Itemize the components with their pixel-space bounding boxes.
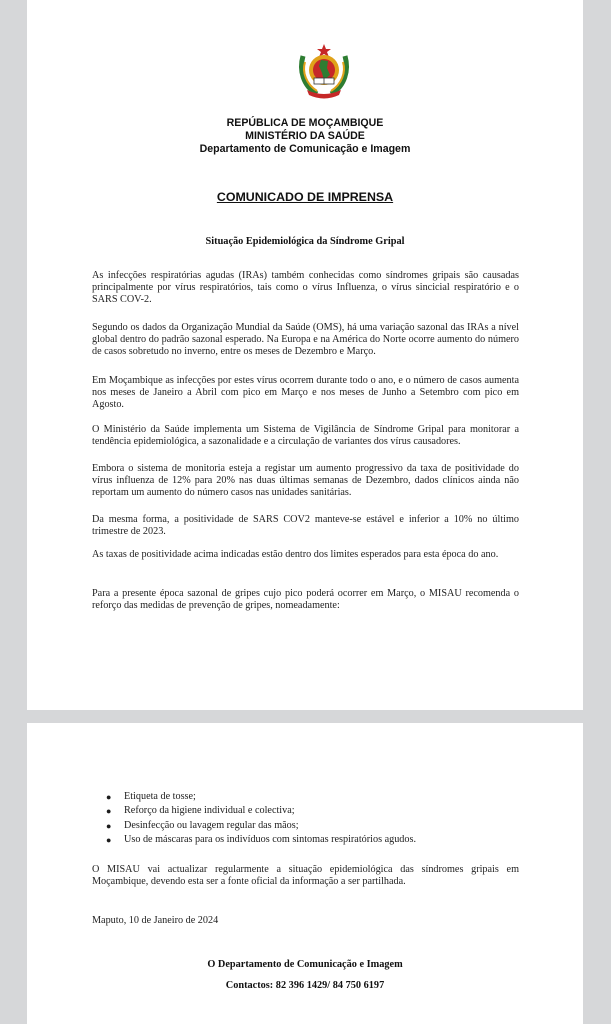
prevention-measures-list: [105, 790, 525, 848]
bullet-icon: ●: [106, 820, 112, 831]
header-department: Departamento de Comunicação e Imagem: [199, 143, 411, 155]
mozambique-emblem-icon: [297, 42, 351, 100]
document-subtitle: Situação Epidemiológica da Síndrome Gripal: [205, 236, 405, 247]
document-title: COMUNICADO DE IMPRENSA: [216, 190, 394, 204]
contacts-line: Contactos: 82 396 1429/ 84 750 6197: [225, 980, 385, 991]
date-line: Maputo, 10 de Janeiro de 2024: [92, 915, 219, 926]
list-item: ● Uso de máscaras para os indivíduos com sintomas respiratórios agudos.: [105, 833, 525, 847]
paragraph-6: Da mesma forma, a positividade de SARS COV2 manteve-se estável e inferior a 10% no último trimestre de 2023.: [92, 514, 519, 537]
closing-paragraph: O MISAU vai actualizar regularmente a situação epidemiológica das síndromes gripais em Moçambique, devendo esta ser a fonte oficial da informação a ser partilhada.: [92, 864, 519, 887]
signature-line: O Departamento de Comunicação e Imagem: [207, 959, 403, 970]
list-item: ● Etiqueta de tosse;: [105, 790, 525, 804]
paragraph-8: Para a presente época sazonal de gripes cujo pico poderá ocorrer em Março, o MISAU recomenda o reforço das medidas de prevenção de gripes, nomeadamente:: [92, 588, 519, 611]
document-page-2: [27, 723, 583, 1024]
bullet-icon: ●: [106, 835, 112, 846]
bullet-icon: ●: [106, 792, 112, 802]
paragraph-5: Embora o sistema de monitoria esteja a registar um aumento progressivo da taxa de positividade do vírus influenza de 12% para 20% nas duas últimas semanas de Dezembro, dados clínicos ainda não reportam um aumento do número casos nas unidades sanitárias.: [92, 463, 519, 498]
document-page-1: [27, 0, 583, 710]
paragraph-1: As infecções respiratórias agudas (IRAs) também conhecidas como síndromes gripais são causadas principalmente por vírus respiratórios, tais como o vírus Influenza, o vírus sincicial respiratório e o SARS COV-2.: [92, 270, 519, 305]
paragraph-7: As taxas de positividade acima indicadas estão dentro dos limites esperados para esta época do ano.: [92, 549, 499, 560]
header-country: REPÚBLICA DE MOÇAMBIQUE: [226, 117, 384, 129]
header-ministry: MINISTÉRIO DA SAÚDE: [245, 130, 365, 142]
paragraph-3: Em Moçambique as infecções por estes vírus ocorrem durante todo o ano, e o número de casos aumenta nos meses de Janeiro a Abril com pico em Março e nos meses de Junho a Setembro com pico em Agosto.: [92, 375, 519, 410]
list-item: ● Reforço da higiene individual e colectiva;: [105, 804, 525, 818]
list-item: ● Desinfecção ou lavagem regular das mãos;: [105, 819, 525, 833]
paragraph-4: O Ministério da Saúde implementa um Sistema de Vigilância de Síndrome Gripal para monitorar a tendência epidemiológica, a sazonalidade e a circulação de variantes dos vírus causadores.: [92, 424, 519, 447]
paragraph-2: Segundo os dados da Organização Mundial da Saúde (OMS), há uma variação sazonal das IRAs a nível global dentro do padrão sazonal esperado. Na Europa e na América do Norte ocorre aumento do número de casos sobretudo no inverno, entre os meses de Dezembro e Março.: [92, 322, 519, 357]
bullet-icon: ●: [106, 806, 112, 817]
